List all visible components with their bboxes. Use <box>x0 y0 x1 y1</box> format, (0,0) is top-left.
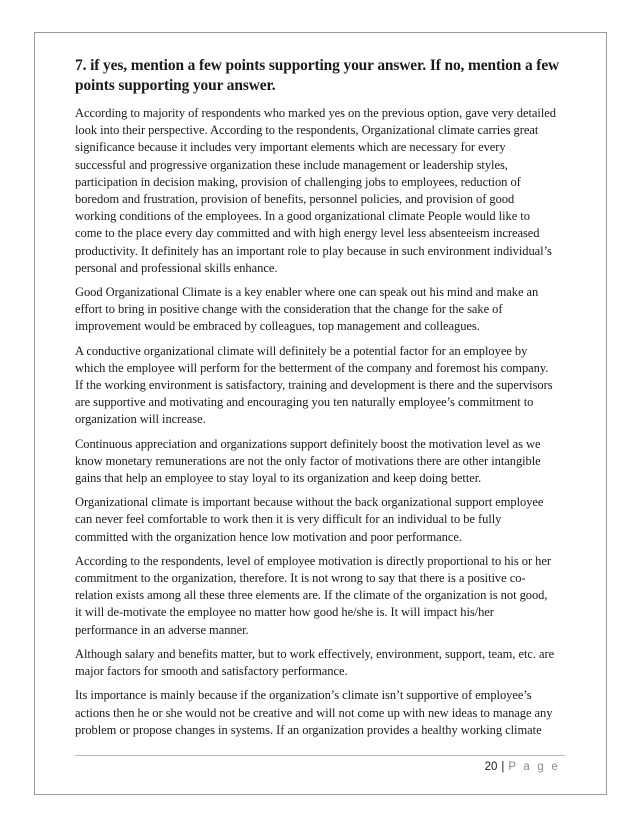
paragraph-line: According to majority of respondents who marked yes on the previous option, gave very detailed <box>75 106 556 120</box>
body-paragraph <box>75 494 565 546</box>
heading-line: points supporting your answer. <box>75 77 276 94</box>
document-body <box>75 56 565 746</box>
paragraph-line: commitment to the organization, therefore. It is not wrong to say that there is a positive co- <box>75 571 526 586</box>
paragraph-line: organization will increase. <box>75 412 206 427</box>
body-paragraph <box>75 553 565 639</box>
paragraph-line: relation exists among all these three elements are. If the climate of the organization is not good, <box>75 588 548 603</box>
page-label: P a g e <box>508 761 560 773</box>
paragraph-line: If the working environment is satisfactory, training and development is there and the supervisors <box>75 378 553 393</box>
page-footer <box>485 761 560 773</box>
footer-separator: | <box>501 761 505 773</box>
paragraph-line: performance in an adverse manner. <box>75 622 249 637</box>
paragraph-line: A conductive organizational climate will definitely be a potential factor for an employee by <box>75 343 528 358</box>
paragraph-line: successful and progressive organization these include management or leadership styles, <box>75 157 508 172</box>
paragraphs <box>75 105 565 739</box>
body-paragraph <box>75 436 565 488</box>
paragraph-line: are supportive and motivating and encouraging you ten naturally employee’s commitment to <box>75 395 534 410</box>
paragraph-line: gains that help an employee to stay loyal to its organization and keep doing better. <box>75 471 482 486</box>
paragraph-line: it will de-motivate the employee no matter how good he/she is. It will impact his/her <box>75 605 494 620</box>
paragraph-line: committed with the organization hence low motivation and poor performance. <box>75 529 462 544</box>
paragraph-line: Good Organizational Climate is a key enabler where one can speak out his mind and make an <box>75 285 539 300</box>
paragraph-line: look into their perspective. According to the respondents, Organizational climate carries great <box>75 123 539 138</box>
question-heading <box>75 56 565 96</box>
paragraph-line: working conditions of the employees. In a good organizational climate People would like to <box>75 209 530 224</box>
heading-line: 7. if yes, mention a few points supporting your answer. If no, mention a few <box>75 57 560 74</box>
paragraph-line: problem or propose changes in systems. If an organization provides a healthy working climate <box>75 722 542 737</box>
paragraph-line: Organizational climate is important because without the back organizational support employee <box>75 495 544 510</box>
paragraph-line: effort to bring in positive change with the consideration that the change for the sake of <box>75 302 503 317</box>
paragraph-line: boredom and frustration, provision of benefits, personnel policies, and provision of good <box>75 192 515 207</box>
paragraph-line: Continuous appreciation and organizations support definitely boost the motivation level as we <box>75 436 541 451</box>
paragraph-line: According to the respondents, level of employee motivation is directly proportional to his or her <box>75 553 551 568</box>
body-paragraph <box>75 105 565 277</box>
paragraph-line: know monetary remunerations are not the only factor of motivations there are other intangible <box>75 453 541 468</box>
paragraph-line: major factors for smooth and satisfactory performance. <box>75 664 348 679</box>
paragraph-line: which the employee will perform for the betterment of the company and foremost his company. <box>75 360 549 375</box>
paragraph-line: participation in decision making, provision of challenging jobs to employees, reduction of <box>75 174 521 189</box>
page-number: 20 <box>484 761 498 773</box>
paragraph-line: Although salary and benefits matter, but to work effectively, environment, support, team, etc. are <box>75 646 555 661</box>
paragraph-line: significance because it includes very important elements which are necessary for every <box>75 140 506 155</box>
paragraph-line: improvement would be embraced by colleagues, top management and colleagues. <box>75 319 480 334</box>
body-paragraph <box>75 646 565 680</box>
paragraph-line: actions then he or she would not be creative and will not come up with new ideas to manage any <box>75 705 553 720</box>
paragraph-line: productivity. It definitely has an important role to play because in such environment individual’s <box>75 243 552 258</box>
paragraph-line: personal and professional skills enhance. <box>75 260 278 275</box>
footer-rule <box>75 755 565 756</box>
body-paragraph <box>75 343 565 429</box>
body-paragraph <box>75 687 565 739</box>
body-paragraph <box>75 284 565 336</box>
paragraph-line: can never feel comfortable to work then it is very difficult for an individual to be fully <box>75 512 502 527</box>
paragraph-line: come to the place every day committed and with high energy level less absenteeism increased <box>75 226 540 241</box>
paragraph-line: Its importance is mainly because if the organization’s climate isn’t supportive of employee’s <box>75 688 532 703</box>
